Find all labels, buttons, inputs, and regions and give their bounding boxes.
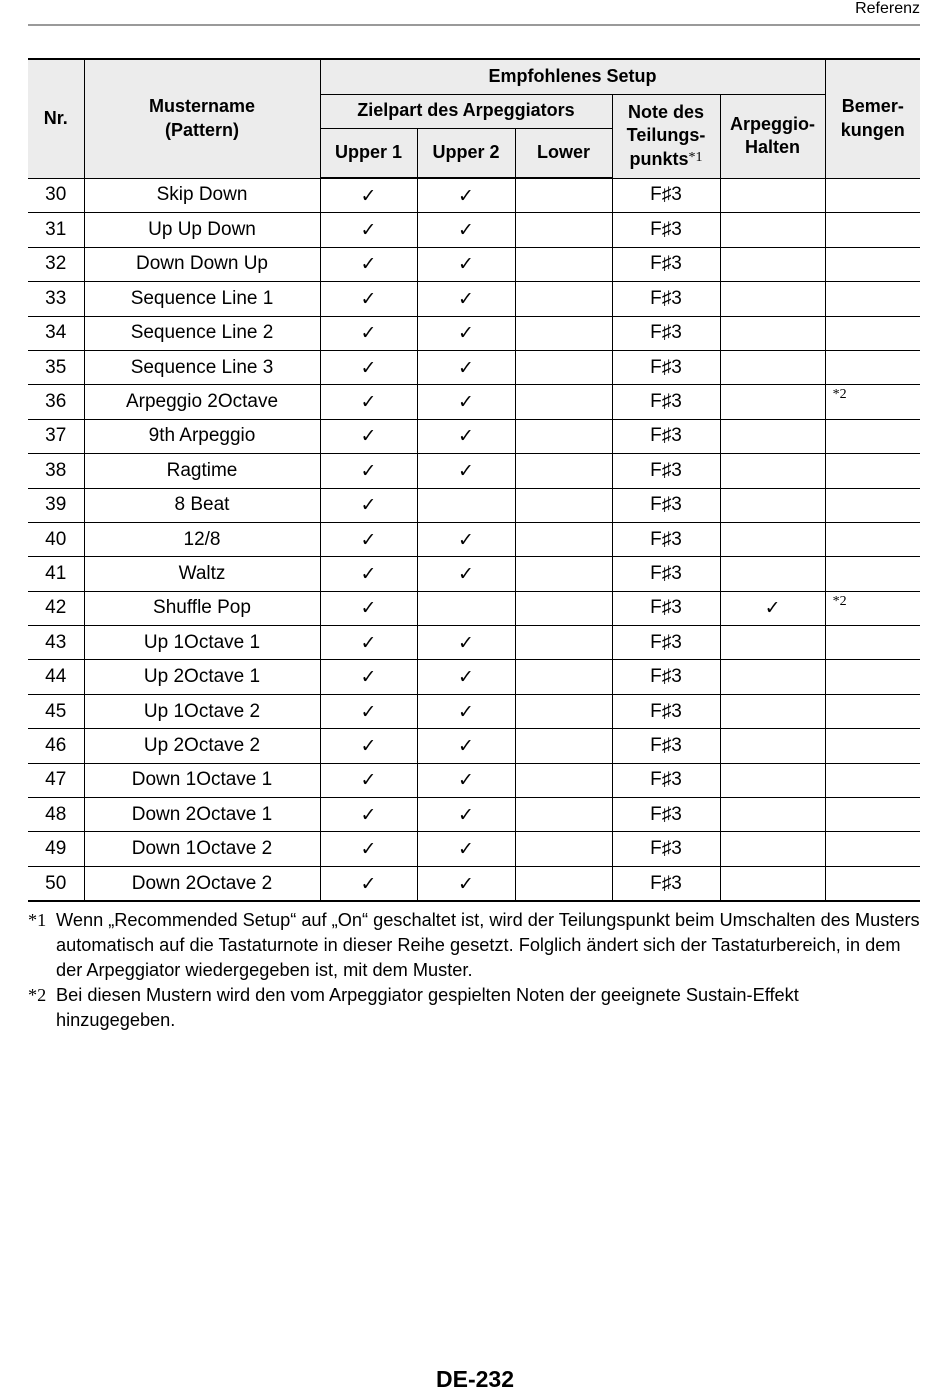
cell-pattern-name: Arpeggio 2Octave	[84, 385, 320, 419]
cell-split-point: F♯3	[612, 316, 720, 350]
cell-split-point: F♯3	[612, 729, 720, 763]
cell-upper2-check: ✓	[417, 282, 515, 316]
cell-split-point: F♯3	[612, 866, 720, 901]
cell-remark	[825, 694, 920, 728]
cell-nr: 49	[28, 832, 84, 866]
cell-pattern-name: 8 Beat	[84, 488, 320, 522]
cell-remark	[825, 488, 920, 522]
col-header-split-point	[612, 94, 720, 178]
table-row	[28, 557, 920, 591]
cell-arpeggio-hold-check	[720, 660, 825, 694]
cell-upper2-check: ✓	[417, 557, 515, 591]
cell-arpeggio-hold-check	[720, 832, 825, 866]
cell-upper2-check: ✓	[417, 763, 515, 797]
cell-split-point: F♯3	[612, 591, 720, 625]
cell-split-point: F♯3	[612, 488, 720, 522]
cell-pattern-name: Down 1Octave 2	[84, 832, 320, 866]
cell-upper2-check: ✓	[417, 247, 515, 281]
cell-arpeggio-hold-check	[720, 763, 825, 797]
cell-split-point: F♯3	[612, 763, 720, 797]
cell-arpeggio-hold-check	[720, 729, 825, 763]
cell-upper2-check: ✓	[417, 385, 515, 419]
col-header-nr: Nr.	[28, 59, 84, 178]
cell-lower-check	[515, 694, 612, 728]
cell-remark	[825, 282, 920, 316]
cell-lower-check	[515, 522, 612, 556]
arpeggiator-pattern-table	[28, 58, 920, 902]
cell-lower-check	[515, 247, 612, 281]
cell-arpeggio-hold-check	[720, 178, 825, 213]
cell-upper2-check: ✓	[417, 729, 515, 763]
remark-footnote-ref: *2	[832, 387, 847, 403]
cell-upper1-check: ✓	[320, 591, 417, 625]
table-row	[28, 763, 920, 797]
cell-upper1-check: ✓	[320, 694, 417, 728]
cell-lower-check	[515, 729, 612, 763]
cell-lower-check	[515, 178, 612, 213]
cell-remark	[825, 866, 920, 901]
running-header	[28, 0, 920, 26]
cell-remark	[825, 419, 920, 453]
footnotes	[28, 908, 920, 1033]
cell-pattern-name: Up 1Octave 2	[84, 694, 320, 728]
cell-upper1-check: ✓	[320, 798, 417, 832]
cell-arpeggio-hold-check	[720, 350, 825, 384]
cell-upper1-check: ✓	[320, 282, 417, 316]
cell-nr: 50	[28, 866, 84, 901]
cell-lower-check	[515, 488, 612, 522]
cell-lower-check	[515, 419, 612, 453]
cell-upper2-check: ✓	[417, 350, 515, 384]
table-row	[28, 522, 920, 556]
cell-pattern-name: Shuffle Pop	[84, 591, 320, 625]
cell-pattern-name: Up 2Octave 1	[84, 660, 320, 694]
table-row	[28, 626, 920, 660]
cell-upper1-check: ✓	[320, 178, 417, 213]
cell-lower-check	[515, 763, 612, 797]
footnote-item	[28, 983, 920, 1033]
cell-remark	[825, 798, 920, 832]
cell-lower-check	[515, 282, 612, 316]
table-row	[28, 178, 920, 213]
cell-upper1-check: ✓	[320, 729, 417, 763]
footnote-mark: *2	[28, 985, 47, 1005]
cell-pattern-name: Skip Down	[84, 178, 320, 213]
cell-remark	[825, 385, 920, 419]
cell-nr: 37	[28, 419, 84, 453]
cell-lower-check	[515, 557, 612, 591]
cell-upper2-check: ✓	[417, 213, 515, 247]
cell-nr: 42	[28, 591, 84, 625]
cell-lower-check	[515, 798, 612, 832]
cell-nr: 31	[28, 213, 84, 247]
table-row	[28, 591, 920, 625]
cell-pattern-name: Up Up Down	[84, 213, 320, 247]
cell-arpeggio-hold-check	[720, 316, 825, 350]
col-header-name	[84, 59, 320, 178]
cell-nr: 40	[28, 522, 84, 556]
cell-remark	[825, 557, 920, 591]
cell-nr: 36	[28, 385, 84, 419]
cell-upper1-check: ✓	[320, 316, 417, 350]
table-row	[28, 866, 920, 901]
cell-remark	[825, 213, 920, 247]
cell-split-point: F♯3	[612, 282, 720, 316]
cell-upper2-check: ✓	[417, 626, 515, 660]
cell-remark	[825, 454, 920, 488]
cell-lower-check	[515, 454, 612, 488]
cell-remark	[825, 832, 920, 866]
cell-split-point: F♯3	[612, 213, 720, 247]
col-header-remarks-line2: kungen	[840, 119, 905, 140]
cell-upper2-check: ✓	[417, 316, 515, 350]
cell-upper1-check: ✓	[320, 419, 417, 453]
cell-nr: 46	[28, 729, 84, 763]
cell-pattern-name: Waltz	[84, 557, 320, 591]
col-header-upper1: Upper 1	[320, 128, 417, 178]
cell-arpeggio-hold-check	[720, 798, 825, 832]
table-row	[28, 213, 920, 247]
table-row	[28, 350, 920, 384]
table-body	[28, 178, 920, 901]
col-header-recommended-setup: Empfohlenes Setup	[320, 59, 825, 94]
cell-remark	[825, 763, 920, 797]
cell-remark	[825, 350, 920, 384]
cell-nr: 43	[28, 626, 84, 660]
cell-split-point: F♯3	[612, 626, 720, 660]
cell-remark	[825, 591, 920, 625]
cell-upper1-check: ✓	[320, 488, 417, 522]
table-header	[28, 59, 920, 178]
cell-upper1-check: ✓	[320, 626, 417, 660]
cell-split-point: F♯3	[612, 522, 720, 556]
cell-upper1-check: ✓	[320, 866, 417, 901]
cell-lower-check	[515, 866, 612, 901]
cell-upper2-check: ✓	[417, 522, 515, 556]
col-header-remarks	[825, 59, 920, 178]
cell-pattern-name: Down 2Octave 1	[84, 798, 320, 832]
cell-pattern-name: 9th Arpeggio	[84, 419, 320, 453]
cell-upper1-check: ✓	[320, 247, 417, 281]
cell-arpeggio-hold-check	[720, 282, 825, 316]
cell-nr: 39	[28, 488, 84, 522]
table-row	[28, 729, 920, 763]
cell-pattern-name: Sequence Line 1	[84, 282, 320, 316]
cell-lower-check	[515, 316, 612, 350]
cell-upper2-check: ✓	[417, 454, 515, 488]
col-header-upper2: Upper 2	[417, 128, 515, 178]
cell-remark	[825, 522, 920, 556]
col-header-hold-line1: Arpeggio-	[730, 113, 816, 134]
cell-nr: 35	[28, 350, 84, 384]
table-row	[28, 454, 920, 488]
cell-split-point: F♯3	[612, 694, 720, 728]
cell-nr: 38	[28, 454, 84, 488]
table-row	[28, 798, 920, 832]
cell-lower-check	[515, 832, 612, 866]
cell-remark	[825, 247, 920, 281]
cell-split-point: F♯3	[612, 832, 720, 866]
cell-upper2-check	[417, 591, 515, 625]
cell-split-point: F♯3	[612, 798, 720, 832]
cell-split-point: F♯3	[612, 178, 720, 213]
footnote-text: Bei diesen Mustern wird den vom Arpeggiator gespielten Noten der geeignete Sustain-Effekt hinzugegeben.	[56, 985, 799, 1030]
cell-nr: 33	[28, 282, 84, 316]
cell-arpeggio-hold-check	[720, 694, 825, 728]
footnote-ref-1: *1	[688, 149, 703, 165]
page-number: DE-232	[436, 1366, 514, 1392]
col-header-split-line1: Note des	[627, 101, 705, 122]
cell-lower-check	[515, 213, 612, 247]
cell-split-point: F♯3	[612, 385, 720, 419]
col-header-split-line3: punkts	[629, 148, 689, 169]
table-row	[28, 694, 920, 728]
cell-pattern-name: Sequence Line 2	[84, 316, 320, 350]
cell-arpeggio-hold-check	[720, 522, 825, 556]
cell-nr: 45	[28, 694, 84, 728]
cell-pattern-name: Down Down Up	[84, 247, 320, 281]
col-header-arpeggio-hold	[720, 94, 825, 178]
section-title: Referenz	[855, 0, 920, 17]
cell-remark	[825, 316, 920, 350]
cell-pattern-name: Down 2Octave 2	[84, 866, 320, 901]
table-row	[28, 247, 920, 281]
cell-upper2-check: ✓	[417, 798, 515, 832]
table-row	[28, 282, 920, 316]
cell-upper2-check: ✓	[417, 660, 515, 694]
footnote-mark: *1	[28, 910, 47, 930]
cell-lower-check	[515, 660, 612, 694]
cell-arpeggio-hold-check	[720, 866, 825, 901]
footnote-item	[28, 908, 920, 983]
cell-nr: 44	[28, 660, 84, 694]
cell-upper1-check: ✓	[320, 350, 417, 384]
cell-lower-check	[515, 626, 612, 660]
cell-split-point: F♯3	[612, 247, 720, 281]
cell-upper1-check: ✓	[320, 763, 417, 797]
table-row	[28, 316, 920, 350]
cell-arpeggio-hold-check	[720, 213, 825, 247]
cell-upper2-check: ✓	[417, 866, 515, 901]
cell-remark	[825, 178, 920, 213]
cell-lower-check	[515, 350, 612, 384]
col-header-split-line2: Teilungs-	[626, 125, 706, 146]
cell-upper1-check: ✓	[320, 213, 417, 247]
cell-nr: 47	[28, 763, 84, 797]
cell-split-point: F♯3	[612, 350, 720, 384]
cell-split-point: F♯3	[612, 660, 720, 694]
cell-pattern-name: 12/8	[84, 522, 320, 556]
cell-upper1-check: ✓	[320, 522, 417, 556]
cell-nr: 34	[28, 316, 84, 350]
table-row	[28, 419, 920, 453]
cell-remark	[825, 729, 920, 763]
cell-nr: 48	[28, 798, 84, 832]
cell-split-point: F♯3	[612, 557, 720, 591]
cell-nr: 30	[28, 178, 84, 213]
col-header-target-part: Zielpart des Arpeggiators	[320, 94, 612, 128]
table-row	[28, 385, 920, 419]
cell-upper1-check: ✓	[320, 660, 417, 694]
cell-upper2-check	[417, 488, 515, 522]
cell-upper2-check: ✓	[417, 832, 515, 866]
cell-upper1-check: ✓	[320, 832, 417, 866]
table-row	[28, 832, 920, 866]
cell-pattern-name: Up 2Octave 2	[84, 729, 320, 763]
cell-arpeggio-hold-check: ✓	[720, 591, 825, 625]
table-row	[28, 660, 920, 694]
cell-upper1-check: ✓	[320, 385, 417, 419]
cell-arpeggio-hold-check	[720, 626, 825, 660]
cell-upper1-check: ✓	[320, 557, 417, 591]
cell-remark	[825, 660, 920, 694]
cell-lower-check	[515, 385, 612, 419]
col-header-name-line2: (Pattern)	[164, 119, 239, 140]
cell-arpeggio-hold-check	[720, 454, 825, 488]
cell-arpeggio-hold-check	[720, 247, 825, 281]
cell-remark	[825, 626, 920, 660]
cell-split-point: F♯3	[612, 419, 720, 453]
col-header-hold-line2: Halten	[745, 137, 801, 157]
footnote-text: Wenn „Recommended Setup“ auf „On“ geschaltet ist, wird der Teilungspunkt beim Umschalten des Musters automatisch auf die Tastaturnote in dieser Reihe gesetzt. Folglich ändert sich der Tastaturbereich, in dem der Arpeggiator wiedergegeben ist, mit dem Muster.	[56, 910, 920, 980]
cell-pattern-name: Up 1Octave 1	[84, 626, 320, 660]
cell-arpeggio-hold-check	[720, 557, 825, 591]
cell-pattern-name: Sequence Line 3	[84, 350, 320, 384]
cell-lower-check	[515, 591, 612, 625]
cell-upper2-check: ✓	[417, 694, 515, 728]
col-header-remarks-line1: Bemer-	[841, 96, 904, 117]
col-header-name-line1: Mustername	[148, 96, 256, 117]
cell-arpeggio-hold-check	[720, 385, 825, 419]
cell-pattern-name: Ragtime	[84, 454, 320, 488]
cell-arpeggio-hold-check	[720, 419, 825, 453]
table-row	[28, 488, 920, 522]
remark-footnote-ref: *2	[832, 593, 847, 609]
cell-pattern-name: Down 1Octave 1	[84, 763, 320, 797]
cell-arpeggio-hold-check	[720, 488, 825, 522]
cell-upper2-check: ✓	[417, 419, 515, 453]
cell-upper2-check: ✓	[417, 178, 515, 213]
col-header-lower: Lower	[515, 128, 612, 178]
cell-split-point: F♯3	[612, 454, 720, 488]
cell-nr: 41	[28, 557, 84, 591]
cell-upper1-check: ✓	[320, 454, 417, 488]
cell-nr: 32	[28, 247, 84, 281]
